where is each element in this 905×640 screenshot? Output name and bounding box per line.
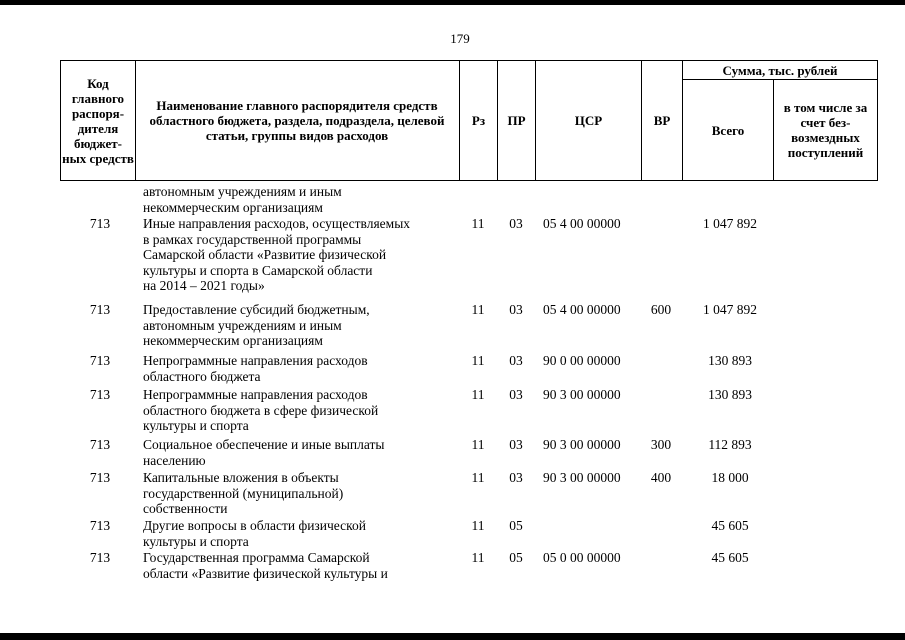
row-total: 1 047 892 [703, 302, 757, 317]
row-name: автономным учреждениям и иным некоммерческим организациям [143, 184, 342, 215]
row-code: 713 [89, 550, 111, 565]
row-pr: 03 [509, 437, 523, 452]
row-rz: 11 [471, 470, 485, 485]
row-rz: 11 [471, 550, 485, 565]
row-rz: 11 [471, 387, 485, 402]
row-total: 130 893 [708, 353, 752, 368]
row-pr: 05 [509, 518, 523, 533]
row-name: Непрограммные направления расходов областного бюджета в сфере физической культуры и спорта [143, 387, 379, 433]
row-total: 18 000 [711, 470, 749, 485]
row-csr: 90 3 00 00000 [543, 387, 621, 402]
header-name: Наименование главного распорядителя средств областного бюджета, раздела, подраздела, целевой статьи, группы видов расходов [149, 98, 445, 143]
row-name: Непрограммные направления расходов областного бюджета [143, 353, 368, 384]
row-pr: 03 [509, 353, 523, 368]
row-name: Предоставление субсидий бюджетным, автономным учреждениям и иным некоммерческим организациям [143, 302, 370, 348]
row-pr: 03 [509, 387, 523, 402]
row-name: Иные направления расходов, осуществляемых в рамках государственной программы Самарской области «Развитие физической культуры и спорта в Самарской области на 2014 – 2021 годы» [143, 216, 411, 293]
row-rz: 11 [471, 437, 485, 452]
row-code: 713 [89, 470, 111, 485]
top-border [0, 0, 905, 5]
row-total: 1 047 892 [703, 216, 757, 231]
row-csr: 90 3 00 00000 [543, 470, 621, 485]
col-line-8 [877, 60, 878, 181]
col-line-1 [135, 60, 136, 181]
header-rz: Рз [471, 113, 486, 128]
row-code: 713 [89, 216, 111, 231]
row-pr: 03 [509, 470, 523, 485]
row-csr: 05 0 00 00000 [543, 550, 621, 565]
row-code: 713 [89, 518, 111, 533]
row-csr: 90 3 00 00000 [543, 437, 621, 452]
row-rz: 11 [471, 302, 485, 317]
header-code: Код главного распоря- дителя бюджет- ных средств [62, 75, 134, 166]
row-pr: 03 [509, 216, 523, 231]
row-vr: 600 [650, 302, 672, 317]
row-csr: 90 0 00 00000 [543, 353, 621, 368]
row-rz: 11 [471, 216, 485, 231]
page-number: 179 [450, 31, 470, 46]
header-vr: ВР [653, 113, 671, 128]
row-code: 713 [89, 387, 111, 402]
row-pr: 03 [509, 302, 523, 317]
row-rz: 11 [471, 353, 485, 368]
header-total: Всего [711, 122, 745, 138]
row-vr: 300 [650, 437, 672, 452]
header-csr: ЦСР [574, 113, 603, 128]
row-code: 713 [89, 353, 111, 368]
row-name: Капитальные вложения в объекты государственной (муниципальной) собственности [143, 470, 344, 516]
header-bottom-line [60, 180, 878, 181]
row-code: 713 [89, 302, 111, 317]
row-csr: 05 4 00 00000 [543, 216, 621, 231]
row-name: Социальное обеспечение и иные выплаты населению [143, 437, 385, 468]
row-vr: 400 [650, 470, 672, 485]
row-total: 45 605 [711, 550, 749, 565]
row-name: Государственная программа Самарской области «Развитие физической культуры и [143, 550, 388, 581]
row-total: 45 605 [711, 518, 749, 533]
header-sum: Сумма, тыс. рублей [722, 62, 838, 78]
row-rz: 11 [471, 518, 485, 533]
header-free: в том числе за счет без- возмездных поступлений [783, 100, 868, 160]
row-name: Другие вопросы в области физической культуры и спорта [143, 518, 366, 549]
row-total: 112 893 [708, 437, 752, 452]
row-code: 713 [89, 437, 111, 452]
row-pr: 05 [509, 550, 523, 565]
header-pr: ПР [507, 113, 526, 128]
bottom-border [0, 633, 905, 640]
row-csr: 05 4 00 00000 [543, 302, 621, 317]
row-total: 130 893 [708, 387, 752, 402]
